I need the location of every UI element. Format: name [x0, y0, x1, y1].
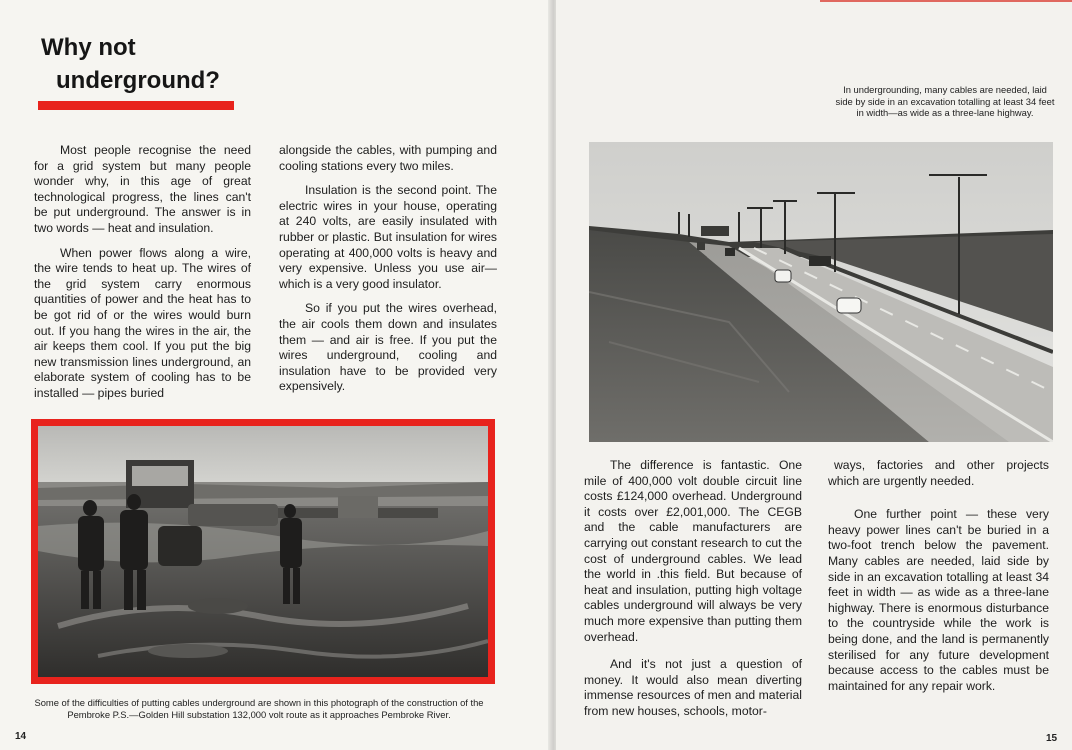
page-number-right: 15 — [1046, 733, 1058, 744]
page-number-left: 14 — [15, 731, 27, 742]
title-line-2: underground? — [56, 67, 220, 94]
motorway-photo — [589, 142, 1053, 442]
title-underline-bar — [38, 101, 234, 110]
paragraph: alongside the cables, with pumping and cooling stations every two miles. — [279, 143, 497, 173]
paragraph: The difference is fantastic. One mile of 400,000 volt double circuit line costs £124,000 overhead. Underground it costs over £2,001,000. The CEGB and the cable manufacturers are carrying out constant research to cut the cost of underground cables. We lead the world in .this field. But because of heat and insulation, putting high voltage cables underground will always be very much more expensive than putting them overhead. — [584, 458, 802, 644]
right-column-2 — [828, 458, 1049, 703]
top-edge-line — [820, 0, 1072, 2]
paragraph: So if you put the wires overhead, the air cools them down and insulates them — and air is free. If you put the wires underground, cooling and insulation have to be provided very expensively. — [279, 301, 497, 394]
right-page — [556, 0, 1072, 750]
paragraph: Insulation is the second point. The electric wires in your house, operating at 240 volts, are easily insulated with rubber or plastic. But insulation for wires operating at 400,000 volts is heavy and very expensive. Unless you use air—which is a very good insulator. — [279, 183, 497, 291]
paragraph: When power flows along a wire, the wire tends to heat up. The wires of the grid system carry enormous quantities of power and the heat has to be got rid of or the wires would burn out. If you hang the wires in the air, the air keeps them cool. If you put the big new transmission lines underground, an elaborate system of cooling has to be installed — pipes buried — [34, 245, 251, 400]
construction-photo-frame — [31, 419, 495, 684]
left-column-1 — [34, 143, 251, 411]
paragraph: Most people recognise the need for a grid system but many people wonder why, in this age of great technological progress, the lines can't be put underground. The answer is in two words — heat and insulation. — [34, 143, 251, 235]
paragraph: ways, factories and other projects which are urgently needed. — [828, 458, 1049, 488]
left-column-2 — [279, 143, 497, 404]
right-column-1 — [584, 458, 802, 729]
paragraph: And it's not just a question of money. It would also mean diverting immense resources of men and material from new houses, schools, motor- — [584, 657, 802, 718]
page-title — [41, 31, 220, 97]
right-photo-caption: In undergrounding, many cables are needed, laid side by side in an excavation totalling at least 34 feet in width—as wide as a three-lane highway. — [835, 84, 1055, 119]
left-photo-caption: Some of the difficulties of putting cables underground are shown in this photograph of the construction of the Pembroke P.S.—Golden Hill substation 132,000 volt route as it approaches Pembroke River. — [34, 697, 484, 720]
title-line-1: Why not — [41, 34, 136, 61]
construction-photo — [38, 426, 488, 677]
paragraph: One further point — these very heavy power lines can't be buried in a two-foot trench below the pavement. Many cables are needed, laid side by side in an excavation totalling at least 34 feet in width — as wide as a three-lane highway. There is enormous disturbance to the countryside while the work is being done, and the land is permanently sterilised for any future development because access to the cables must be maintained for any repair work. — [828, 507, 1049, 693]
